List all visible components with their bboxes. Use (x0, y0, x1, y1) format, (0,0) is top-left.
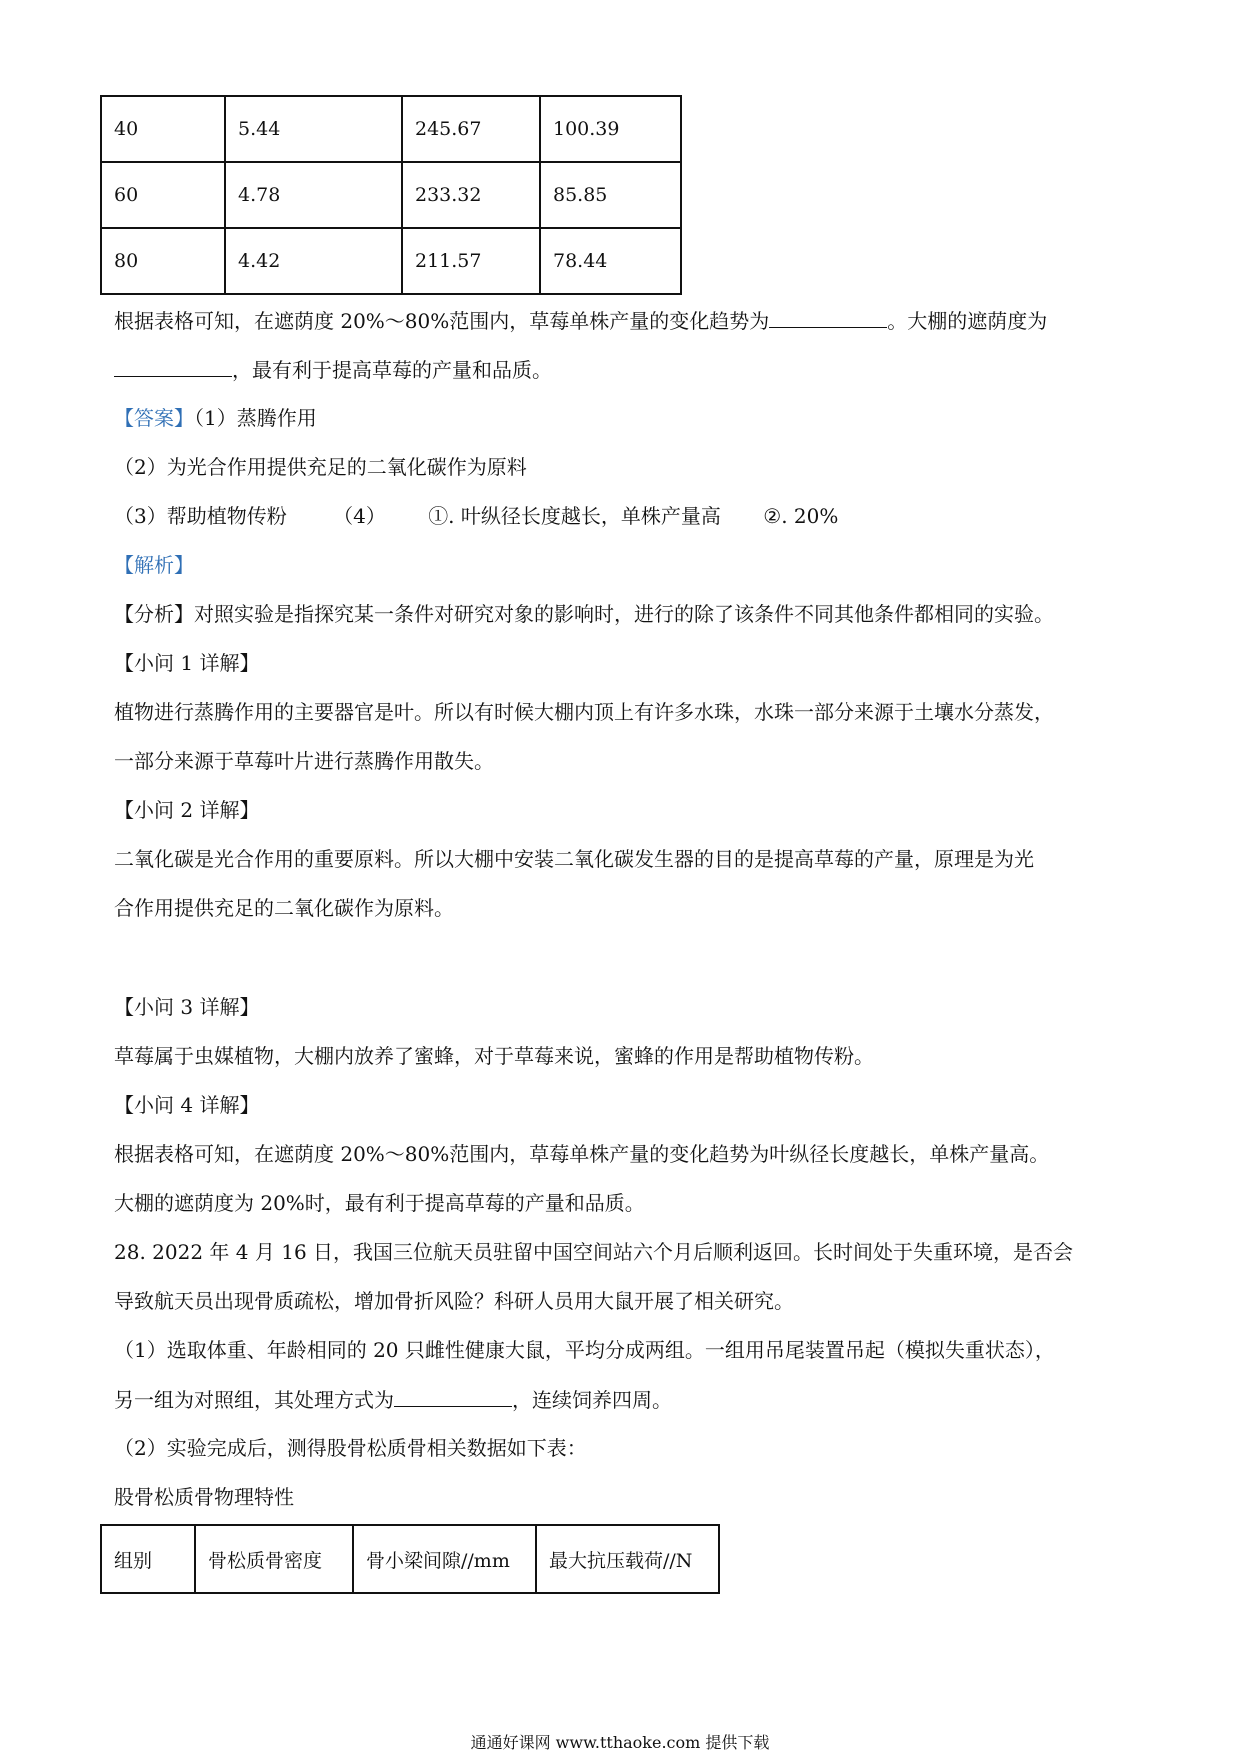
answer-blank (394, 1386, 512, 1407)
answer-text: （3）帮助植物传粉 (114, 504, 287, 528)
table-row (101, 162, 681, 228)
question-text: ，最有利于提高草莓的产量和品质。 (232, 358, 552, 382)
question-text-line: （1）选取体重、年龄相同的 20 只雌性健康大鼠，平均分成两组。一组用吊尾装置吊起（模拟失重状态）， (114, 1338, 1055, 1362)
answer-text: （2）为光合作用提供充足的二氧化碳作为原料 (114, 455, 527, 479)
answer-blank (114, 356, 232, 377)
answer-line (114, 405, 317, 431)
question-text-line: 28. 2022 年 4 月 16 日，我国三位航天员驻留中国空间站六个月后顺利返回。长时间处于失重环境，是否会 (114, 1240, 1074, 1264)
question-text-line (114, 1386, 672, 1413)
paragraph-line: 根据表格可知，在遮荫度 20%～80%范围内，草莓单株产量的变化趋势为叶纵径长度越长，单株产量高。 (114, 1142, 1050, 1166)
answer-text: （4） (333, 504, 386, 528)
question-text: 另一组为对照组，其处理方式为 (114, 1388, 394, 1412)
table-cell: 85.85 (540, 162, 681, 228)
paragraph-line: 二氧化碳是光合作用的重要原料。所以大棚中安装二氧化碳发生器的目的是提高草莓的产量，原理是为光 (114, 847, 1034, 871)
question-text: ，连续饲养四周。 (512, 1388, 672, 1412)
question-text-line: （2）实验完成后，测得股骨松质骨相关数据如下表： (114, 1436, 587, 1460)
answer-text: ①. 叶纵径长度越长，单株产量高 (428, 504, 721, 528)
table-cell: 4.78 (225, 162, 402, 228)
answer-text: （1）蒸腾作用 (194, 406, 317, 430)
table-cell: 40 (101, 96, 225, 162)
answer-label: 【答案】 (114, 406, 194, 430)
paragraph-line: 合作用提供充足的二氧化碳作为原料。 (114, 896, 454, 920)
paragraph-line: 大棚的遮荫度为 20%时，最有利于提高草莓的产量和品质。 (114, 1191, 645, 1215)
bone-data-table (100, 1524, 720, 1594)
table-header-cell: 骨小梁间隙//mm (353, 1525, 536, 1593)
table-header-row (101, 1525, 719, 1593)
table-cell: 100.39 (540, 96, 681, 162)
question-text-line (114, 356, 552, 383)
table-cell: 80 (101, 228, 225, 294)
table-row (101, 228, 681, 294)
answer-line (114, 503, 838, 529)
page-footer: 通通好课网 www.tthaoke.com 提供下载 (470, 1733, 770, 1752)
table-cell: 78.44 (540, 228, 681, 294)
table-header-cell: 组别 (101, 1525, 195, 1593)
paragraph-line: 草莓属于虫媒植物，大棚内放养了蜜蜂，对于草莓来说，蜜蜂的作用是帮助植物传粉。 (114, 1044, 874, 1068)
question-text-line (114, 307, 1047, 334)
table-cell: 233.32 (402, 162, 540, 228)
table-cell: 211.57 (402, 228, 540, 294)
analysis-label: 【解析】 (114, 553, 194, 577)
table-title: 股骨松质骨物理特性 (114, 1485, 294, 1509)
section-heading: 【小问 3 详解】 (114, 995, 260, 1019)
table-header-cell: 最大抗压载荷//N (536, 1525, 719, 1593)
paragraph-line: 植物进行蒸腾作用的主要器官是叶。所以有时候大棚内顶上有许多水珠，水珠一部分来源于土壤水分蒸发， (114, 700, 1054, 724)
answer-blank (769, 307, 887, 328)
question-text: 。大棚的遮荫度为 (887, 309, 1048, 333)
table-cell: 245.67 (402, 96, 540, 162)
table-cell: 60 (101, 162, 225, 228)
analysis-text: 【分析】对照实验是指探究某一条件对研究对象的影响时，进行的除了该条件不同其他条件都相同的实验。 (114, 602, 1054, 626)
table-cell: 5.44 (225, 96, 402, 162)
table-header-cell: 骨松质骨密度 (195, 1525, 353, 1593)
answer-text: ②. 20% (763, 504, 839, 528)
paragraph-line: 一部分来源于草莓叶片进行蒸腾作用散失。 (114, 749, 494, 773)
question-text: 根据表格可知，在遮荫度 20%～80%范围内，草莓单株产量的变化趋势为 (114, 309, 770, 333)
table-row (101, 96, 681, 162)
section-heading: 【小问 2 详解】 (114, 798, 260, 822)
section-heading: 【小问 4 详解】 (114, 1093, 260, 1117)
section-heading: 【小问 1 详解】 (114, 651, 260, 675)
top-data-table (100, 95, 682, 295)
table-cell: 4.42 (225, 228, 402, 294)
question-text-line: 导致航天员出现骨质疏松，增加骨折风险？科研人员用大鼠开展了相关研究。 (114, 1289, 794, 1313)
